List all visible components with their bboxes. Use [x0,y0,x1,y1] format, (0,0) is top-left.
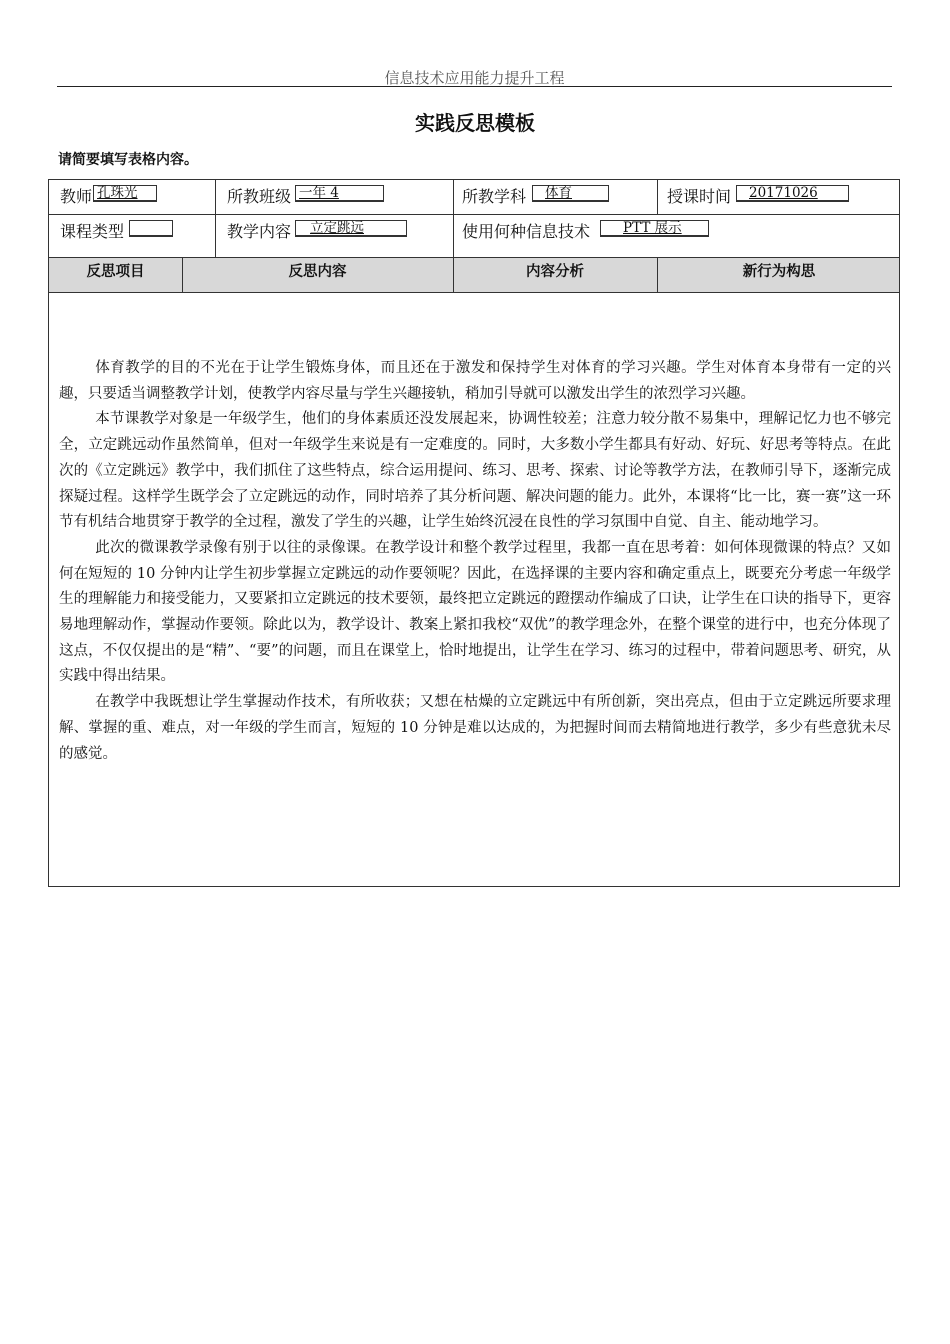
time-field[interactable]: 20171026 [736,185,849,202]
content-label: 教学内容 [227,222,292,241]
reflection-form [48,179,900,887]
column-divider [453,180,454,257]
teacher-label: 教师 [60,187,93,206]
column-divider [182,257,183,292]
subject-label: 所教学科 [462,187,527,206]
course-type-field[interactable] [129,220,173,237]
time-label: 授课时间 [667,187,732,206]
column-divider [657,180,658,214]
column-divider [453,257,454,292]
course-type-label: 课程类型 [60,222,125,241]
reflection-body [59,356,891,767]
row-divider [49,292,899,293]
column-divider [657,257,658,292]
reflection-paragraph: 体育教学的目的不光在于让学生锻炼身体，而且还在于激发和保持学生对体育的学习兴趣。学生对体育本身带有一定的兴趣，只要适当调整教学计划，使教学内容尽量与学生兴趣接轨，稍加引导就可以激发出学生的浓烈学习兴趣。 [59,360,891,402]
column-header-reflection-content: 反思内容 [288,264,347,280]
class-field[interactable]: 一年 4 [295,185,384,202]
column-divider [215,180,216,257]
reflection-paragraph: 本节课教学对象是一年级学生，他们的身体素质还没发展起来，协调性较差；注意力较分散不易集中，理解记忆力也不够完全，立定跳远动作虽然简单，但对一年级学生来说是有一定难度的。同时，大多数小学生都具有好动、好玩、好思考等特点。在此次的《立定跳远》教学中，我们抓住了这些特点，综合运用提问、练习、思考、探索、讨论等教学方法，在教师引导下，逐渐完成探疑过程。这样学生既学会了立定跳远的动作，同时培养了其分析问题、解决问题的能力。此外，本课将“比一比，赛一赛”这一环节有机结合地贯穿于教学的全过程，激发了学生的兴趣，让学生始终沉浸在良性的学习氛围中自觉、自主、能动地学习。 [59,411,891,531]
column-header-new-behavior: 新行为构思 [742,264,816,280]
content-field[interactable]: 立定跳远 [295,220,407,237]
page-title: 实践反思模板 [415,111,535,135]
class-label: 所教班级 [227,187,292,206]
reflection-paragraph: 在教学中我既想让学生掌握动作技术，有所收获；又想在枯燥的立定跳远中有所创新，突出亮点，但由于立定跳远所要求理解、掌握的重、难点，对一年级的学生而言，短短的 10 分钟是难以达成的，为把握时间而去精简地进行教学，多少有些意犹未尽的感觉。 [59,694,891,762]
instruction-text: 请简要填写表格内容。 [58,152,198,168]
row-divider [49,214,899,215]
subject-field[interactable]: 体育 [532,185,609,202]
running-header: 信息技术应用能力提升工程 [384,69,565,87]
tech-label: 使用何种信息技术 [462,222,591,241]
teacher-field[interactable]: 孔珠光 [93,185,157,202]
tech-field[interactable]: PTT 展示 [600,220,709,237]
header-rule [57,86,892,87]
column-header-content-analysis: 内容分析 [526,264,584,280]
reflection-paragraph: 此次的微课教学录像有别于以往的录像课。在教学设计和整个教学过程里，我都一直在思考着：如何体现微课的特点？又如何在短短的 10 分钟内让学生初步掌握立定跳远的动作要领呢？因此，在选择课的主要内容和确定重点上，既要充分考虑一年级学生的理解能力和接受能力，又要紧扣立定跳远的技术要领，最终把立定跳远的蹬摆动作编成了口诀，让学生在口诀的指导下，更容易地理解动作，掌握动作要领。除此以为，教学设计、教案上紧扣我校“双优”的教学理念外，在整个课堂的进行中，也充分体现了这点，不仅仅提出的是“精”、“要”的问题，而且在课堂上，恰时地提出，让学生在学习、练习的过程中，带着问题思考、研究，从实践中得出结果。 [59,539,891,685]
column-header-reflection-item: 反思项目 [86,264,145,280]
